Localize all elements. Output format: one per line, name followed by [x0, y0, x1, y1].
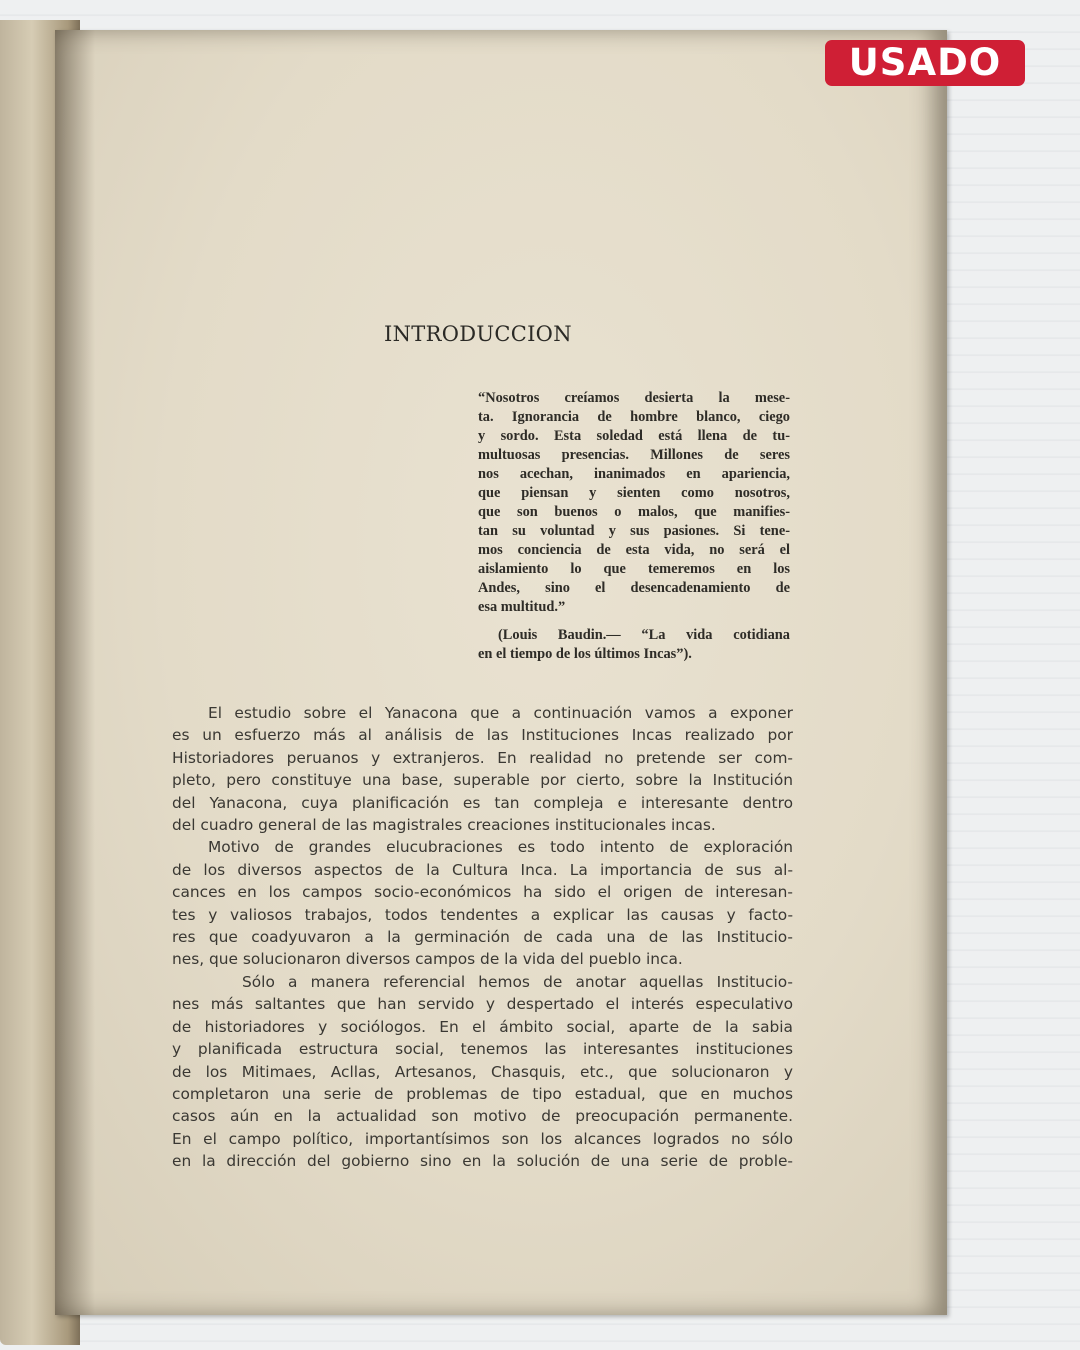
- body-line: En el campo político, importantísimos son los alcances logrados no sólo: [172, 1129, 793, 1148]
- epigraph-line: esa multitud.”: [478, 599, 566, 615]
- epigraph-citation: [478, 626, 790, 664]
- body-line: del Yanacona, cuya planificación es tan compleja e interesante dentro: [172, 793, 793, 812]
- body-line: de historiadores y sociólogos. En el ámbito social, aparte de la sabia: [172, 1017, 793, 1036]
- epigraph-line: “Nosotros creíamos desierta la mese-: [478, 390, 790, 406]
- body-line: de los diversos aspectos de la Cultura Inca. La importancia de sus al-: [172, 860, 793, 879]
- epigraph-line: y sordo. Esta soledad está llena de tu-: [478, 428, 790, 444]
- body-line: casos aún en la actualidad son motivo de preocupación permanente.: [172, 1107, 793, 1126]
- body-line: y planificada estructura social, tenemos las interesantes instituciones: [172, 1040, 793, 1059]
- citation-line: en el tiempo de los últimos Incas”).: [478, 646, 692, 662]
- page-gutter-shadow: [55, 30, 95, 1315]
- body-line: pleto, pero constituye una base, superable por cierto, sobre la Institución: [172, 771, 793, 790]
- citation-line: (Louis Baudin.— “La vida cotidiana: [498, 627, 790, 643]
- epigraph-line: multuosas presencias. Millones de seres: [478, 447, 790, 463]
- epigraph-line: aislamiento lo que temeremos en los: [478, 561, 790, 577]
- epigraph-line: mos conciencia de esta vida, no será el: [478, 542, 790, 558]
- body-line: tes y valiosos trabajos, todos tendentes a explicar las causas y facto-: [172, 905, 793, 924]
- body-line: cances en los campos socio-económicos ha sido el origen de interesan-: [172, 883, 793, 902]
- body-line: en la dirección del gobierno sino en la solución de una serie de proble-: [172, 1152, 793, 1171]
- body-line: del cuadro general de las magistrales creaciones institucionales incas.: [172, 816, 716, 835]
- epigraph-line: que piensan y sienten como nosotros,: [478, 485, 790, 501]
- body-line: res que coadyuvaron a la germinación de cada una de las Institucio-: [172, 928, 793, 947]
- epigraph-line: nos acechan, inanimados en apariencia,: [478, 466, 790, 482]
- body-paragraphs: [172, 702, 793, 1173]
- body-line: completaron una serie de problemas de tipo estadual, que en muchos: [172, 1084, 793, 1103]
- body-line: es un esfuerzo más al análisis de las Instituciones Incas realizado por: [172, 726, 793, 745]
- epigraph-line: ta. Ignorancia de hombre blanco, ciego: [478, 409, 790, 425]
- body-line: Historiadores peruanos y extranjeros. En realidad no pretende ser com-: [172, 748, 793, 767]
- epigraph-line: tan su voluntad y sus pasiones. Si tene-: [478, 523, 790, 539]
- body-line: nes, que solucionaron diversos campos de la vida del pueblo inca.: [172, 950, 683, 969]
- chapter-heading: INTRODUCCION: [384, 322, 572, 346]
- body-line: Motivo de grandes elucubraciones es todo intento de exploración: [208, 838, 793, 857]
- body-line: de los Mitimaes, Acllas, Artesanos, Chasquis, etc., que solucionaron y: [172, 1062, 793, 1081]
- epigraph-line: que son buenos o malos, que manifies-: [478, 504, 790, 520]
- body-line: Sólo a manera referencial hemos de anotar aquellas Institucio-: [242, 972, 793, 991]
- epigraph-line: Andes, sino el desencadenamiento de: [478, 580, 790, 596]
- condition-badge: USADO: [825, 40, 1025, 86]
- body-line: nes más saltantes que han servido y despertado el interés especulativo: [172, 995, 793, 1014]
- body-line: El estudio sobre el Yanacona que a continuación vamos a exponer: [208, 704, 793, 722]
- epigraph-quote: [478, 389, 790, 664]
